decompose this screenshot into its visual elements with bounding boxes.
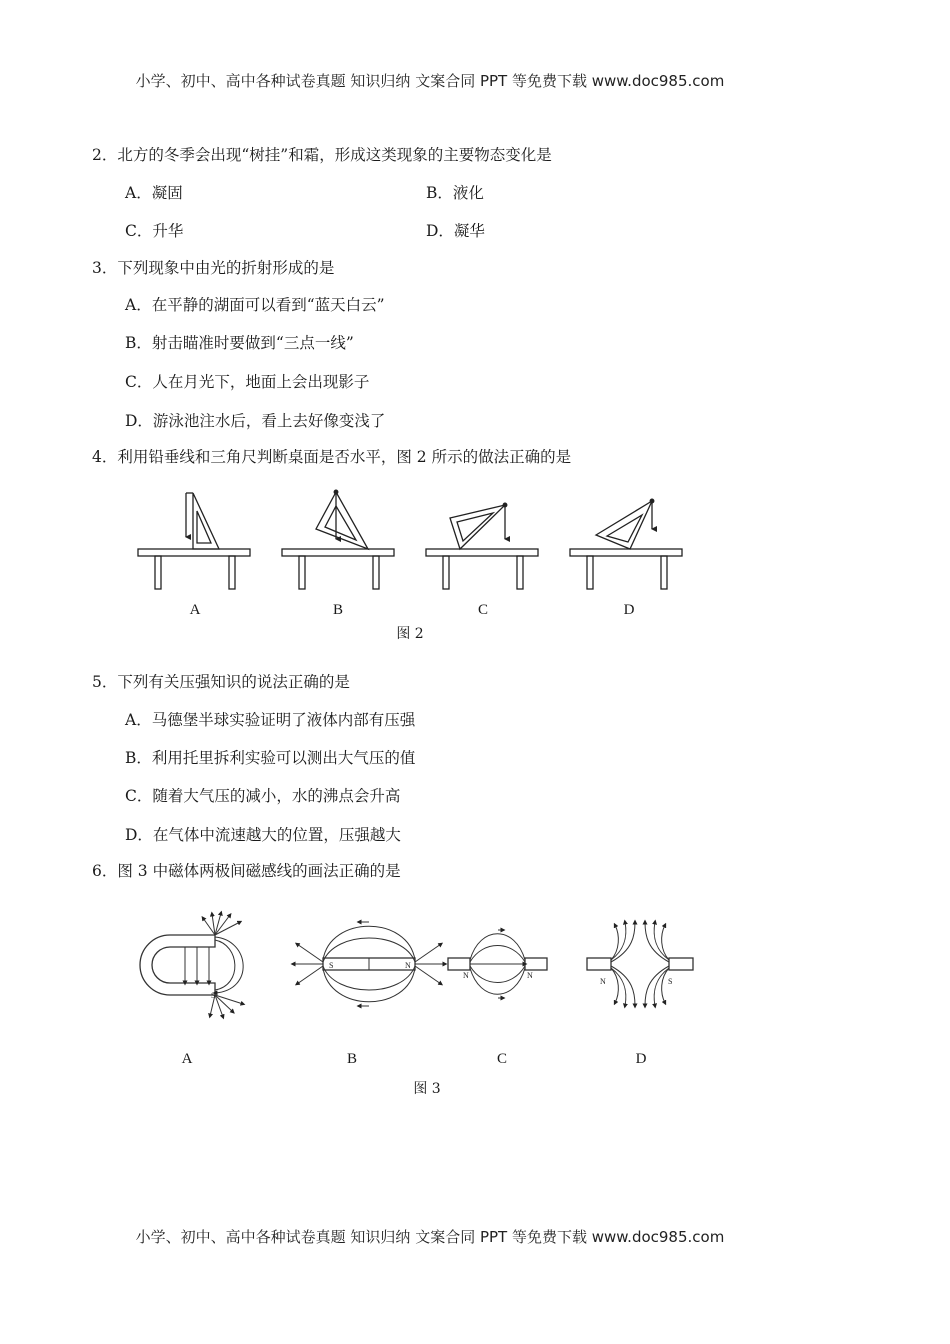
figure-2-label-d: D [623,602,635,618]
figure-2-caption: 图 2 [396,626,424,642]
question-5-stem: 5．下列有关压强知识的说法正确的是 [92,673,350,691]
table-b-diagram [282,490,394,589]
figure-3-label-c: C [496,1051,507,1067]
magnet-a-pole-s: S [211,991,216,1000]
question-2-option-d: D．凝华 [426,222,485,240]
magnet-b-pole-s: S [329,961,334,970]
table-c-diagram [426,503,538,589]
figure-2-label-b: B [332,602,343,618]
table-d-diagram [570,499,682,589]
question-2-option-c: C．升华 [125,222,184,240]
figure-3-label-b: B [346,1051,357,1067]
figure-2-label-a: A [189,602,201,618]
footer-banner: 小学、初中、高中各种试卷真题 知识归纳 文案合同 PPT 等免费下载 www.doc985.com [135,1228,725,1246]
magnet-c-diagram [448,930,547,998]
figure-3-label-d: D [635,1051,647,1067]
question-2-option-b: B．液化 [426,184,484,202]
figure-2-label-c: C [477,602,488,618]
question-2-stem: 2．北方的冬季会出现“树挂”和霜，形成这类现象的主要物态变化是 [92,146,552,164]
question-4-stem: 4．利用铅垂线和三角尺判断桌面是否水平，图 2 所示的做法正确的是 [92,448,572,466]
question-3-stem: 3．下列现象中由光的折射形成的是 [92,259,335,277]
magnet-b-diagram [293,922,445,1006]
table-a-diagram [138,493,250,589]
question-3-option-d: D．游泳池注水后，看上去好像变浅了 [125,412,386,430]
question-5-option-d: D．在气体中流速越大的位置，压强越大 [125,826,401,844]
figure-3-caption: 图 3 [413,1081,441,1097]
question-3-option-a: A．在平静的湖面可以看到“蓝天白云” [125,296,385,314]
magnet-d-pole-n: N [600,977,606,986]
figure-2-plumb-line-diagrams [130,485,700,595]
question-5-option-b: B．利用托里拆利实验可以测出大气压的值 [125,749,416,767]
question-5-option-a: A．马德堡半球实验证明了液体内部有压强 [125,711,416,729]
magnet-d-diagram [587,922,693,1006]
question-2-option-a: A．凝固 [125,184,183,202]
magnet-a-diagram [140,913,243,1017]
figure-3-magnetic-field-diagrams [115,900,705,1025]
magnet-c-pole-n-left: N [463,971,469,980]
figure-3-label-a: A [181,1051,193,1067]
question-5-option-c: C．随着大气压的减小，水的沸点会升高 [125,787,401,805]
question-3-option-b: B．射击瞄准时要做到“三点一线” [125,334,354,352]
magnet-b-pole-n: N [405,961,411,970]
magnet-c-pole-n-right: N [527,971,533,980]
magnet-d-pole-s: S [668,977,673,986]
question-6-stem: 6．图 3 中磁体两极间磁感线的画法正确的是 [92,862,401,880]
question-3-option-c: C．人在月光下，地面上会出现影子 [125,373,370,391]
header-banner: 小学、初中、高中各种试卷真题 知识归纳 文案合同 PPT 等免费下载 www.doc985.com [135,72,725,90]
